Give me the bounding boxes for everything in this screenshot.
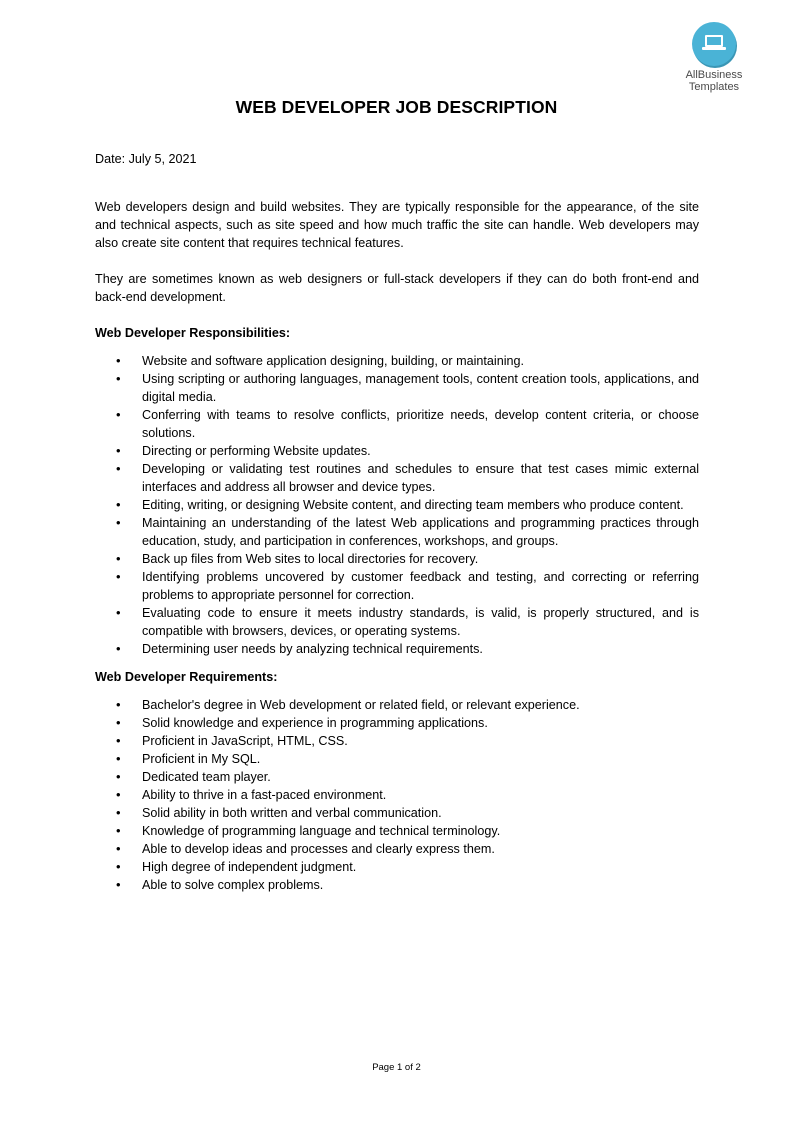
company-logo xyxy=(678,22,750,93)
list-item: • Back up files from Web sites to local directories for recovery. xyxy=(95,550,699,568)
list-item: • Able to develop ideas and processes and clearly express them. xyxy=(95,840,699,858)
page-number: Page 1 of 2 xyxy=(372,1062,421,1073)
intro-paragraph: Web developers design and build websites. They are typically responsible for the appearance, of the site and technical aspects, such as site speed and how much traffic the site can handle. Web developers may also create site content that requires technical features. xyxy=(95,200,699,250)
list-item: • Dedicated team player. xyxy=(95,768,699,786)
list-item: • Developing or validating test routines and schedules to ensure that test cases mimic external interfaces and address all browser and device types. xyxy=(95,460,699,496)
list-item: • Conferring with teams to resolve conflicts, prioritize needs, develop content criteria, or choose solutions. xyxy=(95,406,699,442)
list-item: • Proficient in My SQL. xyxy=(95,750,699,768)
responsibilities-list xyxy=(95,352,699,658)
list-item: • Knowledge of programming language and technical terminology. xyxy=(95,822,699,840)
list-item: • Solid knowledge and experience in programming applications. xyxy=(95,714,699,732)
document-date: Date: July 5, 2021 xyxy=(95,152,197,166)
list-item: • Determining user needs by analyzing technical requirements. xyxy=(95,640,699,658)
list-item: • Identifying problems uncovered by customer feedback and testing, and correcting or referring problems to appropriate personnel for correction. xyxy=(95,568,699,604)
requirements-list xyxy=(95,696,699,894)
list-item: • Website and software application designing, building, or maintaining. xyxy=(95,352,699,370)
intro-paragraph: They are sometimes known as web designers or full-stack developers if they can do both front-end and back-end development. xyxy=(95,272,699,304)
list-item: • Maintaining an understanding of the latest Web applications and programming practices through education, study, and participation in conferences, workshops, and groups. xyxy=(95,514,699,550)
list-item: • Ability to thrive in a fast-paced environment. xyxy=(95,786,699,804)
responsibilities-heading: Web Developer Responsibilities: xyxy=(95,326,291,340)
list-item: • Using scripting or authoring languages, management tools, content creation tools, applications, and digital media. xyxy=(95,370,699,406)
document-title: WEB DEVELOPER JOB DESCRIPTION xyxy=(235,97,558,117)
list-item: • Editing, writing, or designing Website content, and directing team members who produce content. xyxy=(95,496,699,514)
list-item: • Solid ability in both written and verbal communication. xyxy=(95,804,699,822)
requirements-heading: Web Developer Requirements: xyxy=(95,670,278,684)
logo-text: AllBusiness Templates xyxy=(685,69,743,93)
list-item: • Directing or performing Website updates. xyxy=(95,442,699,460)
list-item: • Able to solve complex problems. xyxy=(95,876,699,894)
list-item: • Bachelor's degree in Web development or related field, or relevant experience. xyxy=(95,696,699,714)
laptop-icon xyxy=(692,22,736,66)
list-item: • Evaluating code to ensure it meets industry standards, is valid, is properly structured, and is compatible with browsers, devices, or operating systems. xyxy=(95,604,699,640)
list-item: • High degree of independent judgment. xyxy=(95,858,699,876)
list-item: • Proficient in JavaScript, HTML, CSS. xyxy=(95,732,699,750)
document-body xyxy=(95,150,699,904)
